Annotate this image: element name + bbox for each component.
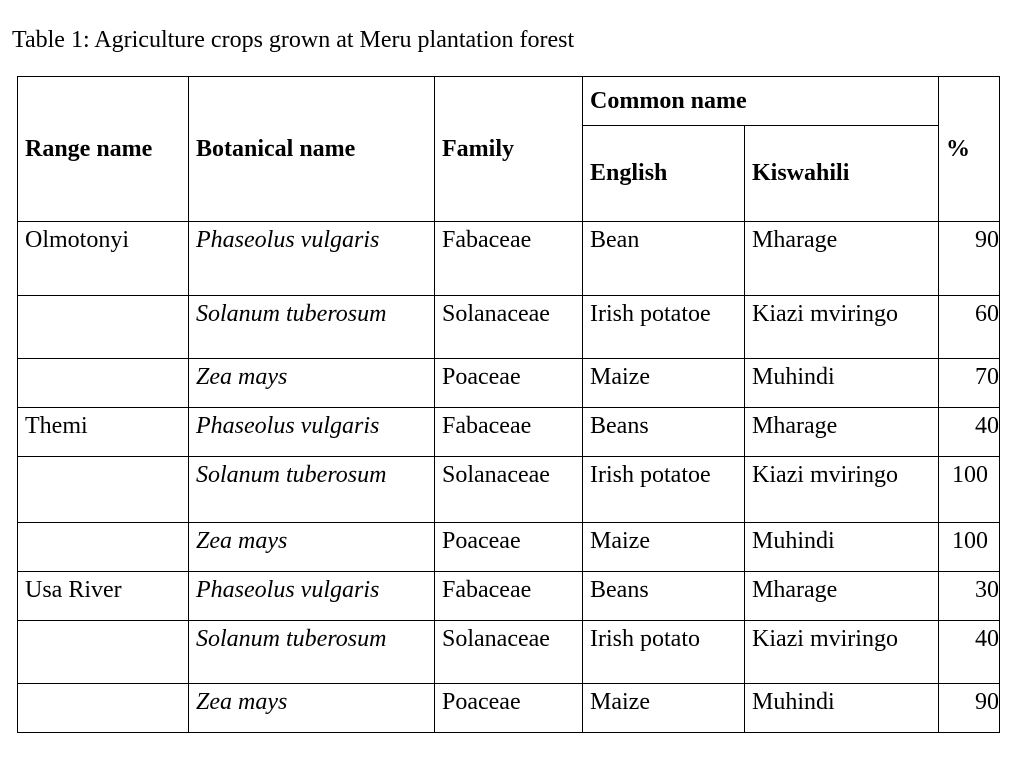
cell-range-name bbox=[18, 621, 189, 684]
header-common-name: Common name bbox=[583, 77, 939, 126]
cell-family: Fabaceae bbox=[435, 408, 583, 457]
cell-kiswahili: Mharage bbox=[745, 222, 939, 296]
cell-family: Poaceae bbox=[435, 684, 583, 733]
cell-kiswahili: Kiazi mviringo bbox=[745, 457, 939, 523]
cell-family: Fabaceae bbox=[435, 572, 583, 621]
header-percent: % bbox=[939, 77, 1000, 222]
cell-family: Poaceae bbox=[435, 359, 583, 408]
cell-english: Maize bbox=[583, 523, 745, 572]
cell-kiswahili: Kiazi mviringo bbox=[745, 621, 939, 684]
cell-english: Maize bbox=[583, 359, 745, 408]
cell-english: Irish potatoe bbox=[583, 296, 745, 359]
cell-botanical-name: Solanum tuberosum bbox=[189, 621, 435, 684]
cell-percent: 90 bbox=[939, 684, 1000, 733]
cell-family: Solanaceae bbox=[435, 621, 583, 684]
table-row bbox=[18, 572, 1000, 621]
cell-percent: 100 bbox=[939, 523, 1000, 572]
table-row bbox=[18, 621, 1000, 684]
table-row bbox=[18, 684, 1000, 733]
cell-percent: 30 bbox=[939, 572, 1000, 621]
cell-percent: 60 bbox=[939, 296, 1000, 359]
cell-range-name bbox=[18, 457, 189, 523]
cell-percent: 90 bbox=[939, 222, 1000, 296]
cell-kiswahili: Mharage bbox=[745, 572, 939, 621]
cell-kiswahili: Muhindi bbox=[745, 684, 939, 733]
cell-botanical-name: Phaseolus vulgaris bbox=[189, 222, 435, 296]
cell-percent: 40 bbox=[939, 621, 1000, 684]
cell-botanical-name: Zea mays bbox=[189, 523, 435, 572]
cell-percent: 40 bbox=[939, 408, 1000, 457]
cell-range-name bbox=[18, 523, 189, 572]
cell-range-name bbox=[18, 296, 189, 359]
header-kiswahili: Kiswahili bbox=[745, 126, 939, 222]
table-row bbox=[18, 296, 1000, 359]
cell-botanical-name: Solanum tuberosum bbox=[189, 457, 435, 523]
table-row bbox=[18, 408, 1000, 457]
cell-english: Bean bbox=[583, 222, 745, 296]
cell-botanical-name: Zea mays bbox=[189, 359, 435, 408]
cell-botanical-name: Zea mays bbox=[189, 684, 435, 733]
cell-family: Fabaceae bbox=[435, 222, 583, 296]
header-family: Family bbox=[435, 77, 583, 222]
table-caption: Table 1: Agriculture crops grown at Meru plantation forest bbox=[12, 27, 575, 53]
cell-botanical-name: Phaseolus vulgaris bbox=[189, 408, 435, 457]
cell-botanical-name: Solanum tuberosum bbox=[189, 296, 435, 359]
cell-range-name bbox=[18, 359, 189, 408]
cell-family: Solanaceae bbox=[435, 296, 583, 359]
header-botanical-name: Botanical name bbox=[189, 77, 435, 222]
cell-range-name: Usa River bbox=[18, 572, 189, 621]
cell-range-name: Olmotonyi bbox=[18, 222, 189, 296]
cell-kiswahili: Muhindi bbox=[745, 523, 939, 572]
cell-english: Beans bbox=[583, 572, 745, 621]
cell-english: Beans bbox=[583, 408, 745, 457]
cell-kiswahili: Kiazi mviringo bbox=[745, 296, 939, 359]
cell-english: Maize bbox=[583, 684, 745, 733]
table-row bbox=[18, 359, 1000, 408]
cell-percent: 70 bbox=[939, 359, 1000, 408]
table-row bbox=[18, 457, 1000, 523]
cell-kiswahili: Mharage bbox=[745, 408, 939, 457]
table-row bbox=[18, 222, 1000, 296]
cell-botanical-name: Phaseolus vulgaris bbox=[189, 572, 435, 621]
cell-family: Solanaceae bbox=[435, 457, 583, 523]
crops-table bbox=[17, 76, 1000, 733]
cell-english: Irish potatoe bbox=[583, 457, 745, 523]
cell-range-name: Themi bbox=[18, 408, 189, 457]
table-row bbox=[18, 523, 1000, 572]
cell-family: Poaceae bbox=[435, 523, 583, 572]
cell-kiswahili: Muhindi bbox=[745, 359, 939, 408]
header-range-name: Range name bbox=[18, 77, 189, 222]
cell-range-name bbox=[18, 684, 189, 733]
cell-percent: 100 bbox=[939, 457, 1000, 523]
cell-english: Irish potato bbox=[583, 621, 745, 684]
table-body bbox=[18, 222, 1000, 733]
header-english: English bbox=[583, 126, 745, 222]
